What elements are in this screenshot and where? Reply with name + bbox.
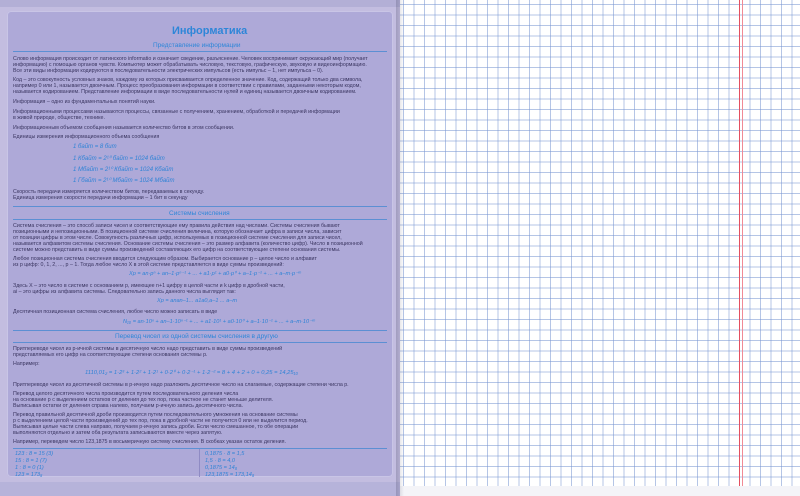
column-divider <box>199 449 200 477</box>
paragraph-line: в живой природе, обществе, технике. <box>13 115 105 121</box>
paragraph-line: Скорость передачи измеряется количеством битов, передаваемых в секунду. <box>13 189 205 195</box>
info-panel <box>7 11 393 477</box>
paragraph-line: позиционными и непозиционными. В позиционной системе счисления величина, которую обозначает цифра в записи числа, зависит <box>13 229 342 235</box>
page-edge-top <box>0 0 400 7</box>
unit-formula: 1 Кбайт = 2¹⁰ байт = 1024 байт <box>73 156 165 162</box>
page-edge-bottom <box>0 482 400 496</box>
paragraph-line: Выписывая остатки от деления справа налево, получаем p-ичную запись десятичного числа. <box>13 403 244 409</box>
paragraph-line: например 0 или 1, называется двоичным. Процесс преобразования информации в соответствии с правилами, заданными некоторым кодом, <box>13 83 361 89</box>
formula: Xp = anan–1... a1a0,a–1 ... a–m <box>157 298 238 304</box>
paragraph-line: Здесь X – это число в системе с основанием p, имеющее n+1 цифру в целой части и k цифр в дробной части, <box>13 283 285 289</box>
calc-line: 15 : 8 = 1 (7) <box>15 458 47 464</box>
page-edge-bottom <box>400 486 800 496</box>
divider <box>13 219 387 220</box>
paragraph-line: называется кодированием. Представление информации в виде последовательности нулей и единиц называется двоичным кодированием. <box>13 89 357 95</box>
calc-line: 123 = 173₈ <box>15 472 43 477</box>
unit-formula: 1 Гбайт = 2¹⁰ Мбайт = 1024 Мбайт <box>73 178 175 184</box>
paragraph-line: информацию) с помощью органов чувств. Компьютер может обрабатывать числовую, текстовую, графическую, звуковую и видеоинформацию. <box>13 62 367 68</box>
section-heading: Представление информации <box>153 42 241 49</box>
calc-line: 0,1875 · 8 = 1,5 <box>205 451 245 457</box>
paragraph-line: Все эти виды информации кодируются в последовательности электрических импульсов (есть импульс – 1, нет импульса – 0). <box>13 68 324 74</box>
paragraph-line: ai – это цифры из алфавита системы. Следовательно запись данного числа выглядит так: <box>13 289 236 295</box>
paragraph-line: Перевод правильной десятичной дроби производится путем последовательного умножения на основание системы <box>13 412 298 418</box>
paragraph-line: Информация – одно из фундаментальных понятий науки. <box>13 99 156 105</box>
divider <box>13 448 387 449</box>
paragraph-line: Код – это совокупность условных знаков, каждому из которых присваивается определенное значение. Код, содержащий только два символа, <box>13 77 363 83</box>
paragraph-line: Например: <box>13 361 40 367</box>
paragraph-line: p с выделением целой части произведений до тех пор, пока в дробной части не получится 0 или не выделится период. <box>13 418 308 424</box>
section-heading: Системы счисления <box>169 210 230 217</box>
calc-line: 1 : 8 = 0 (1) <box>15 465 44 471</box>
paragraph-line: выполняются отдельно и затем оба результата записываются вместе через запятую. <box>13 430 223 436</box>
unit-formula: 1 байт = 8 бит <box>73 144 117 150</box>
paragraph-line: из p цифр: 0, 1, 2, ..., p – 1. Тогда любое число X в этой системе представляется в виде суммы произведений: <box>13 262 284 268</box>
paragraph-line: на основание p с выделением остатков от деления до тех пор, пока частное не станет меньше делителя. <box>13 397 274 403</box>
paragraph-line: Слово информация происходит от латинского informatio и означает сведение, разъяснение. Человек воспринимает окружающий мир (получает <box>13 56 368 62</box>
section-heading: Перевод чисел из одной системы счисления в другую <box>115 333 278 340</box>
calc-line: 123,1875 = 173,14₈ <box>205 472 255 477</box>
divider <box>13 206 387 207</box>
margin-line <box>742 0 743 496</box>
paragraph-line: системе можно представить в виде суммы произведений составляющих его цифр на соответствующие степени основания системы. <box>13 247 341 253</box>
page-title: Информатика <box>172 25 248 37</box>
grid-page <box>400 0 800 496</box>
paragraph-line: от позиции цифры в этом числе. Совокупность различных цифр, используемых в позиционной системе счисления для записи чисел, <box>13 235 342 241</box>
binding-gutter <box>396 0 404 496</box>
formula: 1110,01₂ = 1·2³ + 1·2² + 1·2¹ + 0·2⁰ + 0·2⁻¹ + 1·2⁻² = 8 + 4 + 2 + 0 + 0,25 = 14,25₁₀ <box>85 370 298 376</box>
calc-line: 123 : 8 = 15 (3) <box>15 451 54 457</box>
unit-formula: 1 Мбайт = 2¹⁰ Кбайт = 1024 Кбайт <box>73 167 174 173</box>
formula: Xp = an·pⁿ + an–1·pⁿ⁻¹ + ... + a1·p¹ + a0·p⁰ + a–1·p⁻¹ + ... + a–m·p⁻ᵐ <box>129 271 301 277</box>
paragraph-line: Единица измерения скорости передачи информации – 1 бит в секунду <box>13 195 188 201</box>
divider <box>13 342 387 343</box>
divider <box>13 330 387 331</box>
calc-line: 1,5 · 8 = 4,0 <box>205 458 236 464</box>
margin-line <box>739 0 740 496</box>
paragraph-line: Десятичная позиционная система счисления, любое число можно записать в виде <box>13 309 218 315</box>
formula: N₁₀ = an·10ⁿ + an–1·10ⁿ⁻¹ + ... + a1·10¹ + a0·10⁰ + a–1·10⁻¹ + ... + a–m·10⁻ᵐ <box>123 319 315 325</box>
paragraph-line: Выписывая целые части слева направо, получаем p-ичную запись дроби. Если число смешанное, то обе операции <box>13 424 299 430</box>
calc-line: 0,1875 = 14₈ <box>205 465 238 471</box>
paragraph-line: Система счисления – это способ записи чисел и соответствующие ему правила действия над числами. Системы счисления бывают <box>13 223 340 229</box>
paragraph-line: Информационным объемом сообщения называется количество битов в этом сообщении. <box>13 125 235 131</box>
paragraph-line: Перевод целого десятичного числа производится путем последовательного деления числа <box>13 391 239 397</box>
paragraph-line: Притпереводе чисел из десятичной системы в p-ичную надо разложить десятичное число на слагаемые, содержащие степени числа p. <box>13 382 349 388</box>
paragraph-line: называется алфавитом системы счисления. Основание системы счисления – это размер алфавита (количество цифр). Число в позиционной <box>13 241 363 247</box>
paragraph-line: Информационными процессами называются процессы, связанные с получением, хранением, обработкой и передачей информации <box>13 109 340 115</box>
paragraph-line: Единицы измерения информационного объема сообщения <box>13 134 160 140</box>
divider <box>13 51 387 52</box>
paragraph-line: Любое позиционная система счисления вводится следующим образом. Выбирается основание p – целое число и алфавит <box>13 256 317 262</box>
paragraph-line: Например, переведем число 123,1875 в восьмеричную систему счисления. В скобках указан остаток деления. <box>13 439 286 445</box>
paragraph-line: Притпереводе чисел из p-ичной системы в десятичную число надо представить в виде суммы произведений <box>13 346 283 352</box>
paragraph-line: представляемых его цифр на соответствующие степени основания системы p. <box>13 352 208 358</box>
